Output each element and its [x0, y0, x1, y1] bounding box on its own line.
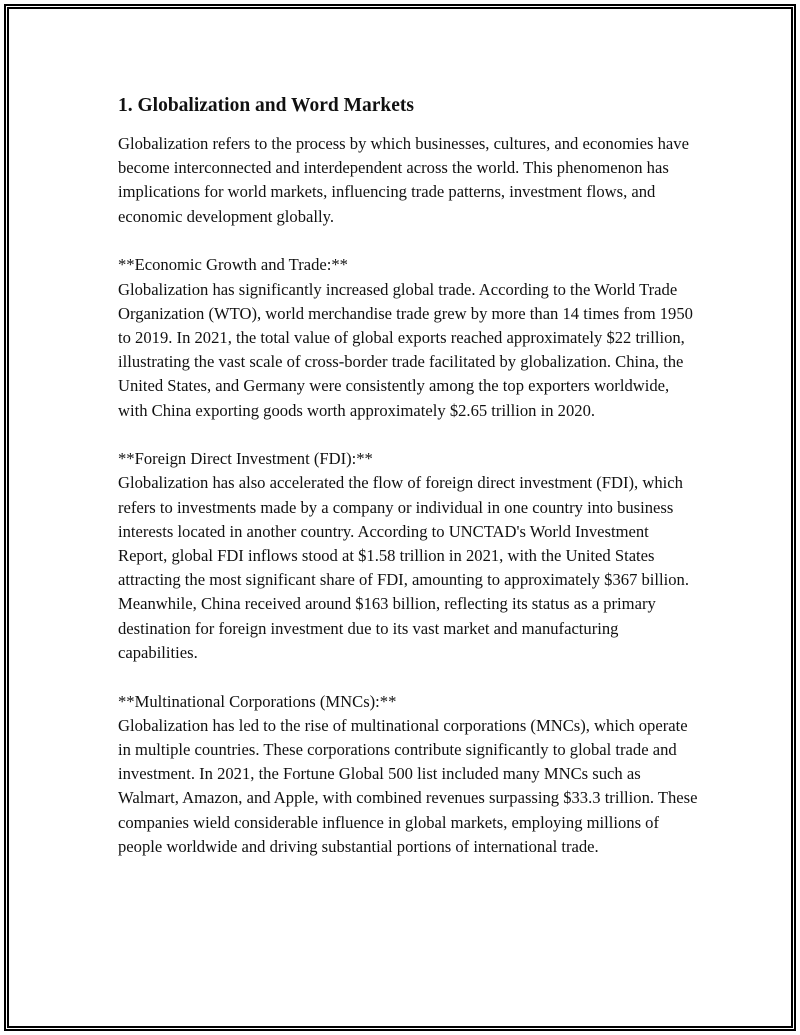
section-heading: **Foreign Direct Investment (FDI):**: [118, 449, 373, 469]
section-body: Globalization has significantly increased global trade. According to the World Trade Organization (WTO), world merchandise trade grew by more than 14 times from 1950 to 2019. In 2021, the total value of global exports reached approximately $22 trillion, illustrating the vast scale of cross-border trade facilitated by globalization. China, the United States, and Germany were consistently among the top exporters worldwide, with China exporting goods worth approximately $2.65 trillion in 2020.: [118, 279, 693, 420]
section-fdi: [118, 447, 698, 665]
section-economic-growth: [118, 253, 698, 422]
section-heading: **Multinational Corporations (MNCs):**: [118, 691, 397, 711]
section-body: Globalization has also accelerated the flow of foreign direct investment (FDI), which refers to investments made by a company or individual in one country into business interests located in another country. According to UNCTAD's World Investment Report, global FDI inflows stood at $1.58 trillion in 2021, with the United States attracting the most significant share of FDI, amounting to approximately $367 billion. Meanwhile, China received around $163 billion, reflecting its status as a primary destination for foreign investment due to its vast market and manufacturing capabilities.: [118, 473, 689, 662]
document-title: 1. Globalization and Word Markets: [118, 95, 414, 116]
section-heading: **Economic Growth and Trade:**: [118, 255, 348, 275]
section-mncs: [118, 690, 698, 859]
intro-paragraph: Globalization refers to the process by which businesses, cultures, and economies have become interconnected and interdependent across the world. This phenomenon has implications for world markets, influencing trade patterns, investment flows, and economic development globally.: [118, 134, 689, 226]
section-body: Globalization has led to the rise of multinational corporations (MNCs), which operate in multiple countries. These corporations contribute significantly to global trade and investment. In 2021, the Fortune Global 500 list included many MNCs such as Walmart, Amazon, and Apple, with combined revenues surpassing $33.3 trillion. These companies wield considerable influence in global markets, employing millions of people worldwide and driving substantial portions of international trade.: [118, 715, 698, 856]
document-page: [118, 92, 698, 883]
